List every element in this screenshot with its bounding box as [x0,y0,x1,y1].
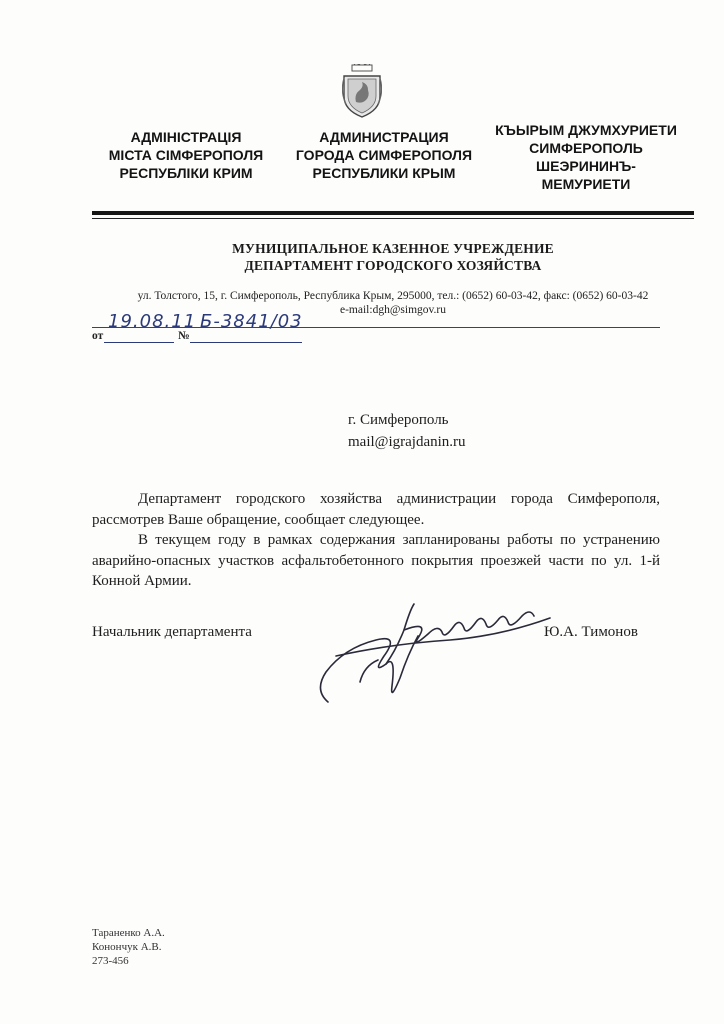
recipient-city: г. Симферополь [348,412,449,428]
body-paragraph-2: В текущем году в рамках содержания запланированы работы по устранению аварийно-опасных участков асфальтобетонного покрытия проезжей части по ул. 1-й Конной Армии. [92,532,660,589]
header-ukrainian [88,128,284,182]
header-line: МЕМУРИЕТИ [541,176,631,192]
organization-email: e-mail:dgh@simgov.ru [340,304,446,316]
header-crimean-tatar [484,121,688,193]
executor-name-1: Тараненко А.А. [92,927,165,939]
reference-number-underline [190,342,302,343]
header-russian [284,128,484,182]
reference-from-label: от [92,330,104,342]
signatory-position: Начальник департамента [92,624,252,640]
header-line: МІСТА СІМФЕРОПОЛЯ [108,147,264,163]
header-line: СИМФЕРОПОЛЬ [529,140,643,156]
coat-of-arms-icon [342,64,382,118]
header-line: ШЕЭРИНИНЪ- [536,158,636,174]
header-line: АДМІНІСТРАЦІЯ [130,129,242,145]
organization-name-line2: ДЕПАРТАМЕНТ ГОРОДСКОГО ХОЗЯЙСТВА [244,258,542,273]
reference-date-underline [104,342,174,343]
reference-number-handwritten: Б-3841/03 [200,311,303,332]
header-divider-thin [92,218,694,219]
header-line: ГОРОДА СИМФЕРОПОЛЯ [295,147,473,163]
executor-phone: 273-456 [92,955,129,967]
recipient-email: mail@igrajdanin.ru [348,434,466,450]
body-paragraph-1: Департамент городского хозяйства администрации города Симферополя, рассмотрев Ваше обращение, сообщает следующее. [92,491,660,528]
header-line: РЕСПУБЛІКИ КРИМ [119,165,253,181]
reference-number-label: № [178,330,190,342]
header-divider-thick [92,211,694,215]
header-line: РЕСПУБЛИКИ КРЫМ [312,165,456,181]
reference-date-handwritten: 19.08.11 [108,311,197,332]
header-line: КЪЫРЫМ ДЖУМХУРИЕТИ [495,122,677,138]
header-line: АДМИНИСТРАЦИЯ [319,129,449,145]
organization-name-line1: МУНИЦИПАЛЬНОЕ КАЗЕННОЕ УЧРЕЖДЕНИЕ [232,241,554,256]
organization-address: ул. Толстого, 15, г. Симферополь, Республика Крым, 295000, тел.: (0652) 60-03-42, факс: (0652) 60-03-42 [137,290,649,302]
signatory-name: Ю.А. Тимонов [544,624,638,640]
handwritten-signature [300,590,560,710]
executor-name-2: Конончук А.В. [92,941,162,953]
